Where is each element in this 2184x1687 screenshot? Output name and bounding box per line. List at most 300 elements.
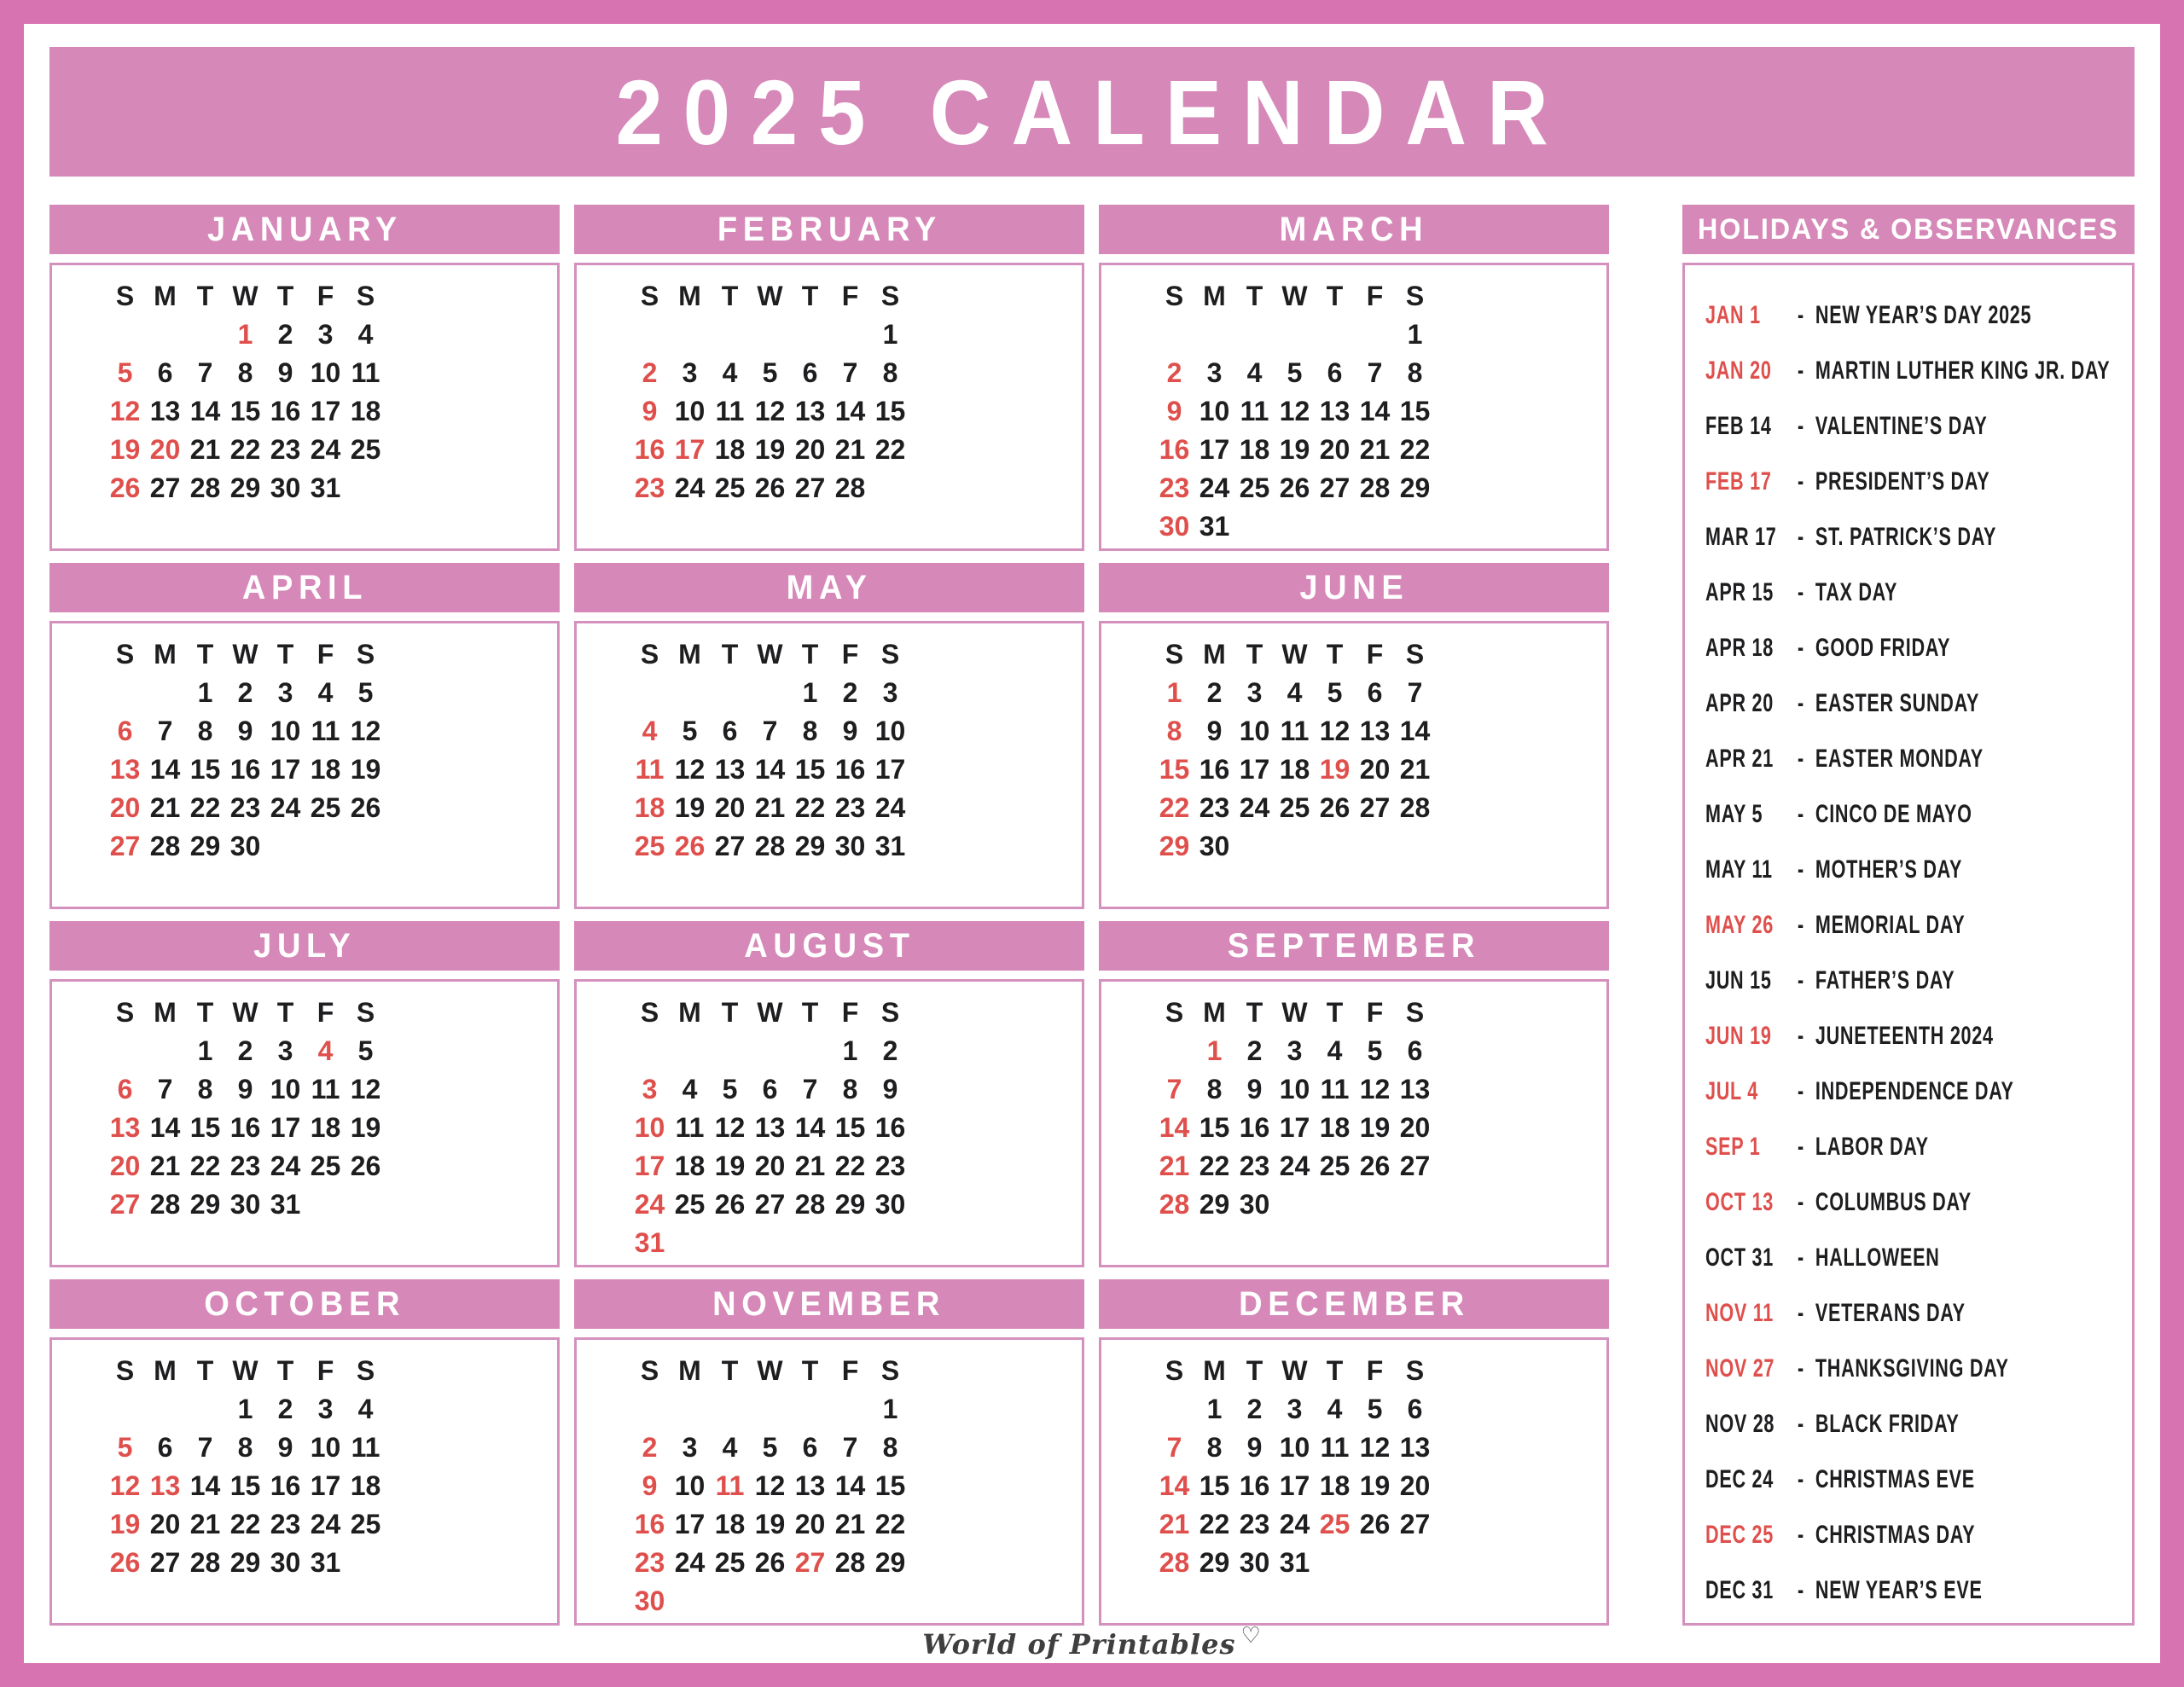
day-cell-september-10: 10 bbox=[1279, 1074, 1310, 1104]
weekday-label: W bbox=[1281, 1355, 1308, 1386]
holiday-dash: - bbox=[1798, 744, 1804, 773]
day-cell-december-31: 31 bbox=[1279, 1547, 1310, 1578]
day-cell-december-29: 29 bbox=[1199, 1547, 1230, 1578]
day-cell-september-5: 5 bbox=[1367, 1035, 1383, 1066]
weekday-label: W bbox=[232, 639, 258, 670]
day-grid bbox=[577, 1340, 1082, 1620]
weekday-label: T bbox=[196, 997, 214, 1028]
weekday-label: S bbox=[1405, 997, 1425, 1028]
day-cell-january-3: 3 bbox=[317, 319, 334, 350]
day-cell-april-21: 21 bbox=[149, 792, 181, 823]
day-cell-july-1: 1 bbox=[197, 1035, 213, 1066]
day-cell-may-27: 27 bbox=[714, 831, 746, 861]
day-cell-july-6: 6 bbox=[117, 1074, 133, 1104]
day-cell-april-30: 30 bbox=[229, 831, 261, 861]
day-cell-may-6: 6 bbox=[722, 716, 738, 746]
weekday-label: M bbox=[1203, 639, 1226, 670]
day-cell-december-17: 17 bbox=[1279, 1470, 1310, 1501]
day-cell-july-31: 31 bbox=[270, 1189, 301, 1220]
day-cell-january-12: 12 bbox=[109, 396, 141, 426]
holiday-item bbox=[1705, 287, 2032, 343]
month-header bbox=[49, 563, 560, 612]
day-cell-april-24: 24 bbox=[270, 792, 301, 823]
day-cell-october-21: 21 bbox=[189, 1509, 221, 1539]
day-cell-may-19: 19 bbox=[674, 792, 706, 823]
day-cell-november-18: 18 bbox=[714, 1509, 746, 1539]
day-cell-december-25: 25 bbox=[1319, 1509, 1350, 1539]
day-cell-february-4: 4 bbox=[722, 357, 738, 388]
day-cell-november-10: 10 bbox=[674, 1470, 706, 1501]
holiday-date: OCT 31 bbox=[1705, 1243, 1774, 1272]
day-cell-may-1: 1 bbox=[802, 677, 818, 708]
day-cell-august-3: 3 bbox=[642, 1074, 658, 1104]
holiday-name: MOTHER’S DAY bbox=[1815, 855, 1963, 884]
day-cell-june-15: 15 bbox=[1159, 754, 1190, 785]
day-cell-july-28: 28 bbox=[149, 1189, 181, 1220]
day-cell-july-5: 5 bbox=[357, 1035, 374, 1066]
weekday-label: T bbox=[276, 281, 294, 311]
holiday-dash: - bbox=[1798, 1187, 1804, 1216]
weekday-label: S bbox=[880, 1355, 900, 1386]
day-cell-february-7: 7 bbox=[842, 357, 858, 388]
day-cell-march-31: 31 bbox=[1199, 511, 1230, 542]
holiday-date: JAN 20 bbox=[1705, 356, 1772, 385]
day-cell-june-25: 25 bbox=[1279, 792, 1310, 823]
holiday-dash: - bbox=[1798, 1575, 1804, 1604]
day-cell-july-3: 3 bbox=[277, 1035, 293, 1066]
holiday-dash: - bbox=[1798, 300, 1804, 329]
holiday-name: VETERANS DAY bbox=[1815, 1298, 1966, 1327]
holiday-date: JUN 19 bbox=[1705, 1021, 1772, 1050]
day-cell-august-17: 17 bbox=[634, 1151, 665, 1181]
month-header bbox=[574, 205, 1084, 254]
holiday-item bbox=[1705, 343, 2111, 398]
day-cell-march-9: 9 bbox=[1166, 396, 1182, 426]
day-cell-november-17: 17 bbox=[674, 1509, 706, 1539]
holiday-name: EASTER SUNDAY bbox=[1815, 688, 1980, 717]
day-grid bbox=[1101, 1340, 1606, 1582]
day-cell-october-26: 26 bbox=[109, 1547, 141, 1578]
holiday-dash: - bbox=[1798, 1409, 1804, 1438]
day-cell-march-21: 21 bbox=[1359, 434, 1391, 465]
holiday-item bbox=[1705, 1119, 2013, 1174]
day-cell-april-4: 4 bbox=[317, 677, 334, 708]
day-cell-april-7: 7 bbox=[157, 716, 173, 746]
day-cell-november-19: 19 bbox=[754, 1509, 786, 1539]
day-cell-may-3: 3 bbox=[882, 677, 898, 708]
holiday-item bbox=[1705, 731, 2013, 786]
holiday-name: CHRISTMAS DAY bbox=[1815, 1520, 1976, 1549]
holiday-dash: - bbox=[1798, 633, 1804, 662]
day-cell-april-17: 17 bbox=[270, 754, 301, 785]
day-cell-august-14: 14 bbox=[794, 1112, 826, 1143]
day-cell-february-11: 11 bbox=[715, 396, 745, 426]
holiday-dash: - bbox=[1798, 1132, 1804, 1161]
weekday-label: F bbox=[317, 639, 334, 670]
weekday-label: S bbox=[115, 281, 135, 311]
weekday-label: F bbox=[841, 281, 859, 311]
day-cell-october-20: 20 bbox=[149, 1509, 181, 1539]
weekday-label: S bbox=[115, 639, 135, 670]
day-cell-november-25: 25 bbox=[714, 1547, 746, 1578]
day-cell-november-23: 23 bbox=[634, 1547, 665, 1578]
day-grid bbox=[52, 265, 557, 507]
weekday-label: S bbox=[640, 281, 659, 311]
day-cell-december-15: 15 bbox=[1199, 1470, 1230, 1501]
month-march bbox=[1099, 205, 1609, 551]
day-cell-august-29: 29 bbox=[834, 1189, 866, 1220]
day-cell-march-12: 12 bbox=[1279, 396, 1310, 426]
day-cell-november-24: 24 bbox=[674, 1547, 706, 1578]
day-cell-february-8: 8 bbox=[882, 357, 898, 388]
day-cell-march-22: 22 bbox=[1399, 434, 1431, 465]
day-cell-august-7: 7 bbox=[802, 1074, 818, 1104]
day-cell-november-30: 30 bbox=[634, 1586, 665, 1616]
day-cell-june-8: 8 bbox=[1166, 716, 1182, 746]
holiday-date: MAY 11 bbox=[1705, 855, 1773, 884]
day-cell-march-17: 17 bbox=[1199, 434, 1230, 465]
day-cell-may-11: 11 bbox=[635, 754, 665, 785]
day-cell-march-15: 15 bbox=[1399, 396, 1431, 426]
weekday-label: S bbox=[880, 997, 900, 1028]
day-cell-november-27: 27 bbox=[794, 1547, 826, 1578]
day-grid bbox=[1101, 265, 1606, 546]
day-cell-august-27: 27 bbox=[754, 1189, 786, 1220]
day-cell-october-7: 7 bbox=[197, 1432, 213, 1463]
month-box bbox=[49, 979, 560, 1267]
month-box bbox=[574, 1337, 1084, 1626]
day-cell-july-25: 25 bbox=[310, 1151, 341, 1181]
day-cell-december-6: 6 bbox=[1407, 1394, 1423, 1424]
month-box bbox=[1099, 979, 1609, 1267]
day-cell-january-25: 25 bbox=[350, 434, 381, 465]
day-cell-april-28: 28 bbox=[149, 831, 181, 861]
weekday-label: F bbox=[841, 639, 859, 670]
month-header bbox=[1099, 563, 1609, 612]
holiday-name: CINCO DE MAYO bbox=[1815, 799, 1972, 828]
month-box bbox=[574, 263, 1084, 551]
weekday-label: F bbox=[317, 1355, 334, 1386]
day-cell-january-11: 11 bbox=[351, 357, 380, 388]
day-cell-september-11: 11 bbox=[1320, 1074, 1350, 1104]
day-cell-november-7: 7 bbox=[842, 1432, 858, 1463]
month-december bbox=[1099, 1279, 1609, 1626]
day-cell-february-26: 26 bbox=[754, 472, 786, 503]
day-cell-march-10: 10 bbox=[1199, 396, 1230, 426]
holiday-dash: - bbox=[1798, 467, 1804, 496]
holiday-date: APR 21 bbox=[1705, 744, 1774, 773]
day-cell-december-1: 1 bbox=[1206, 1394, 1223, 1424]
day-cell-june-1: 1 bbox=[1166, 677, 1182, 708]
day-cell-july-27: 27 bbox=[109, 1189, 141, 1220]
weekday-label: M bbox=[154, 997, 177, 1028]
day-cell-february-19: 19 bbox=[754, 434, 786, 465]
day-cell-december-7: 7 bbox=[1166, 1432, 1182, 1463]
day-cell-july-9: 9 bbox=[237, 1074, 253, 1104]
day-cell-april-19: 19 bbox=[350, 754, 381, 785]
day-cell-april-29: 29 bbox=[189, 831, 221, 861]
day-cell-december-11: 11 bbox=[1320, 1432, 1350, 1463]
holiday-name: INDEPENDENCE DAY bbox=[1815, 1076, 2014, 1105]
holiday-dash: - bbox=[1798, 356, 1804, 385]
day-cell-june-12: 12 bbox=[1319, 716, 1350, 746]
day-cell-july-19: 19 bbox=[350, 1112, 381, 1143]
day-cell-august-10: 10 bbox=[634, 1112, 665, 1143]
day-cell-october-27: 27 bbox=[149, 1547, 181, 1578]
day-cell-october-19: 19 bbox=[109, 1509, 141, 1539]
day-cell-april-1: 1 bbox=[197, 677, 213, 708]
holiday-date: JUL 4 bbox=[1705, 1076, 1759, 1105]
weekday-label: T bbox=[1246, 997, 1263, 1028]
day-cell-july-29: 29 bbox=[189, 1189, 221, 1220]
day-cell-february-28: 28 bbox=[834, 472, 866, 503]
holiday-date: FEB 17 bbox=[1705, 467, 1772, 496]
weekday-label: F bbox=[1366, 997, 1384, 1028]
month-title: AUGUST bbox=[743, 926, 915, 965]
holiday-date: JUN 15 bbox=[1705, 965, 1772, 994]
weekday-label: W bbox=[757, 281, 783, 311]
weekday-label: S bbox=[1405, 281, 1425, 311]
day-cell-february-17: 17 bbox=[674, 434, 706, 465]
day-cell-september-19: 19 bbox=[1359, 1112, 1391, 1143]
holiday-name: LABOR DAY bbox=[1815, 1132, 1929, 1161]
day-cell-october-15: 15 bbox=[229, 1470, 261, 1501]
day-cell-september-23: 23 bbox=[1239, 1151, 1270, 1181]
day-cell-march-30: 30 bbox=[1159, 511, 1190, 542]
holiday-date: APR 18 bbox=[1705, 633, 1774, 662]
holiday-name: BLACK FRIDAY bbox=[1815, 1409, 1960, 1438]
day-cell-april-22: 22 bbox=[189, 792, 221, 823]
day-cell-june-11: 11 bbox=[1280, 716, 1310, 746]
month-january bbox=[49, 205, 560, 551]
day-cell-august-6: 6 bbox=[762, 1074, 778, 1104]
day-cell-april-11: 11 bbox=[311, 716, 340, 746]
day-cell-august-19: 19 bbox=[714, 1151, 746, 1181]
day-cell-november-13: 13 bbox=[794, 1470, 826, 1501]
title-banner bbox=[49, 47, 2135, 177]
day-cell-october-24: 24 bbox=[310, 1509, 341, 1539]
day-grid bbox=[52, 623, 557, 866]
weekday-label: T bbox=[1246, 1355, 1263, 1386]
day-cell-july-30: 30 bbox=[229, 1189, 261, 1220]
day-cell-march-2: 2 bbox=[1166, 357, 1182, 388]
day-cell-january-7: 7 bbox=[197, 357, 213, 388]
day-cell-january-29: 29 bbox=[229, 472, 261, 503]
weekday-label: W bbox=[232, 281, 258, 311]
holiday-item bbox=[1705, 620, 2013, 675]
day-cell-march-20: 20 bbox=[1319, 434, 1350, 465]
day-cell-october-2: 2 bbox=[277, 1394, 293, 1424]
day-cell-june-27: 27 bbox=[1359, 792, 1391, 823]
day-cell-november-14: 14 bbox=[834, 1470, 866, 1501]
month-june bbox=[1099, 563, 1609, 909]
day-cell-january-9: 9 bbox=[277, 357, 293, 388]
day-cell-april-23: 23 bbox=[229, 792, 261, 823]
weekday-label: T bbox=[1246, 281, 1263, 311]
day-cell-april-16: 16 bbox=[229, 754, 261, 785]
day-cell-august-23: 23 bbox=[874, 1151, 906, 1181]
holiday-dash: - bbox=[1798, 855, 1804, 884]
weekday-label: S bbox=[115, 1355, 135, 1386]
day-cell-february-14: 14 bbox=[834, 396, 866, 426]
day-cell-july-4: 4 bbox=[317, 1035, 334, 1066]
calendar-inner bbox=[24, 24, 2160, 1663]
holiday-date: JAN 1 bbox=[1705, 300, 1761, 329]
day-grid bbox=[577, 623, 1082, 866]
day-cell-february-2: 2 bbox=[642, 357, 658, 388]
day-cell-may-31: 31 bbox=[874, 831, 906, 861]
weekday-label: T bbox=[801, 639, 819, 670]
day-cell-october-1: 1 bbox=[237, 1394, 253, 1424]
weekday-label: M bbox=[154, 1355, 177, 1386]
holiday-dash: - bbox=[1798, 1520, 1804, 1549]
day-cell-january-16: 16 bbox=[270, 396, 301, 426]
weekday-label: S bbox=[356, 281, 375, 311]
day-cell-january-14: 14 bbox=[189, 396, 221, 426]
day-cell-october-10: 10 bbox=[310, 1432, 341, 1463]
day-cell-august-13: 13 bbox=[754, 1112, 786, 1143]
day-cell-may-29: 29 bbox=[794, 831, 826, 861]
month-july bbox=[49, 921, 560, 1267]
weekday-label: F bbox=[841, 997, 859, 1028]
day-cell-september-30: 30 bbox=[1239, 1189, 1270, 1220]
day-cell-october-17: 17 bbox=[310, 1470, 341, 1501]
day-cell-june-22: 22 bbox=[1159, 792, 1190, 823]
day-cell-april-18: 18 bbox=[310, 754, 341, 785]
day-cell-september-22: 22 bbox=[1199, 1151, 1230, 1181]
weekday-label: S bbox=[1165, 639, 1184, 670]
day-cell-february-1: 1 bbox=[882, 319, 898, 350]
day-cell-july-20: 20 bbox=[109, 1151, 141, 1181]
day-cell-november-28: 28 bbox=[834, 1547, 866, 1578]
day-cell-august-31: 31 bbox=[634, 1227, 665, 1258]
day-cell-december-19: 19 bbox=[1359, 1470, 1391, 1501]
day-cell-may-23: 23 bbox=[834, 792, 866, 823]
weekday-label: T bbox=[196, 639, 214, 670]
day-cell-may-24: 24 bbox=[874, 792, 906, 823]
day-cell-july-12: 12 bbox=[350, 1074, 381, 1104]
day-cell-july-2: 2 bbox=[237, 1035, 253, 1066]
day-cell-october-30: 30 bbox=[270, 1547, 301, 1578]
day-cell-may-2: 2 bbox=[842, 677, 858, 708]
weekday-label: W bbox=[757, 997, 783, 1028]
day-cell-september-28: 28 bbox=[1159, 1189, 1190, 1220]
holiday-item bbox=[1705, 953, 2013, 1008]
day-cell-june-28: 28 bbox=[1399, 792, 1431, 823]
month-box bbox=[49, 263, 560, 551]
day-cell-september-1: 1 bbox=[1206, 1035, 1223, 1066]
day-cell-july-10: 10 bbox=[270, 1074, 301, 1104]
day-cell-november-29: 29 bbox=[874, 1547, 906, 1578]
day-cell-february-21: 21 bbox=[834, 434, 866, 465]
month-header bbox=[574, 1279, 1084, 1329]
day-cell-june-26: 26 bbox=[1319, 792, 1350, 823]
holiday-name: ST. PATRICK’S DAY bbox=[1815, 522, 1997, 551]
day-cell-september-8: 8 bbox=[1206, 1074, 1223, 1104]
holidays-panel bbox=[1682, 205, 2135, 1626]
day-cell-january-13: 13 bbox=[149, 396, 181, 426]
month-box bbox=[574, 979, 1084, 1267]
day-cell-january-19: 19 bbox=[109, 434, 141, 465]
day-cell-january-24: 24 bbox=[310, 434, 341, 465]
holiday-item bbox=[1705, 454, 2013, 509]
day-cell-october-3: 3 bbox=[317, 1394, 334, 1424]
day-cell-july-21: 21 bbox=[149, 1151, 181, 1181]
month-title: MARCH bbox=[1279, 210, 1429, 248]
day-cell-may-14: 14 bbox=[754, 754, 786, 785]
day-cell-april-13: 13 bbox=[109, 754, 141, 785]
day-cell-march-27: 27 bbox=[1319, 472, 1350, 503]
month-title: NOVEMBER bbox=[712, 1284, 946, 1323]
day-cell-september-26: 26 bbox=[1359, 1151, 1391, 1181]
holiday-dash: - bbox=[1798, 910, 1804, 939]
holiday-date: MAY 5 bbox=[1705, 799, 1763, 828]
month-box bbox=[49, 1337, 560, 1626]
weekday-label: S bbox=[115, 997, 135, 1028]
day-cell-february-5: 5 bbox=[762, 357, 778, 388]
day-cell-march-6: 6 bbox=[1327, 357, 1343, 388]
day-cell-january-6: 6 bbox=[157, 357, 173, 388]
month-header bbox=[49, 205, 560, 254]
holiday-item bbox=[1705, 398, 2013, 454]
holiday-item bbox=[1705, 1285, 2013, 1341]
day-cell-september-21: 21 bbox=[1159, 1151, 1190, 1181]
weekday-label: S bbox=[1165, 1355, 1184, 1386]
day-cell-september-2: 2 bbox=[1246, 1035, 1263, 1066]
month-header bbox=[49, 921, 560, 971]
month-february bbox=[574, 205, 1084, 551]
day-cell-november-12: 12 bbox=[754, 1470, 786, 1501]
day-cell-may-28: 28 bbox=[754, 831, 786, 861]
day-cell-april-14: 14 bbox=[149, 754, 181, 785]
day-cell-february-13: 13 bbox=[794, 396, 826, 426]
weekday-label: T bbox=[276, 639, 294, 670]
day-cell-august-25: 25 bbox=[674, 1189, 706, 1220]
day-cell-july-11: 11 bbox=[311, 1074, 340, 1104]
day-cell-february-25: 25 bbox=[714, 472, 746, 503]
day-cell-august-9: 9 bbox=[882, 1074, 898, 1104]
holiday-dash: - bbox=[1798, 688, 1804, 717]
day-cell-september-6: 6 bbox=[1407, 1035, 1423, 1066]
day-cell-november-20: 20 bbox=[794, 1509, 826, 1539]
holiday-item bbox=[1705, 786, 2013, 842]
day-cell-january-31: 31 bbox=[310, 472, 341, 503]
day-cell-september-24: 24 bbox=[1279, 1151, 1310, 1181]
day-cell-september-27: 27 bbox=[1399, 1151, 1431, 1181]
day-cell-march-1: 1 bbox=[1407, 319, 1423, 350]
day-cell-june-7: 7 bbox=[1407, 677, 1423, 708]
weekday-label: T bbox=[721, 639, 739, 670]
day-cell-may-25: 25 bbox=[634, 831, 665, 861]
day-cell-october-18: 18 bbox=[350, 1470, 381, 1501]
day-cell-september-4: 4 bbox=[1327, 1035, 1343, 1066]
month-title: MAY bbox=[786, 568, 873, 606]
weekday-label: T bbox=[276, 997, 294, 1028]
month-header bbox=[1099, 205, 1609, 254]
holidays-title: HOLIDAYS & OBSERVANCES bbox=[1698, 212, 2119, 246]
holiday-dash: - bbox=[1798, 577, 1804, 606]
holiday-item bbox=[1705, 1562, 2013, 1618]
day-grid bbox=[52, 1340, 557, 1582]
day-cell-june-14: 14 bbox=[1399, 716, 1431, 746]
weekday-label: F bbox=[317, 997, 334, 1028]
weekday-label: M bbox=[154, 639, 177, 670]
holiday-name: COLUMBUS DAY bbox=[1815, 1187, 1972, 1216]
day-cell-december-16: 16 bbox=[1239, 1470, 1270, 1501]
day-cell-october-13: 13 bbox=[149, 1470, 181, 1501]
day-cell-december-13: 13 bbox=[1399, 1432, 1431, 1463]
month-title: DECEMBER bbox=[1238, 1284, 1470, 1323]
